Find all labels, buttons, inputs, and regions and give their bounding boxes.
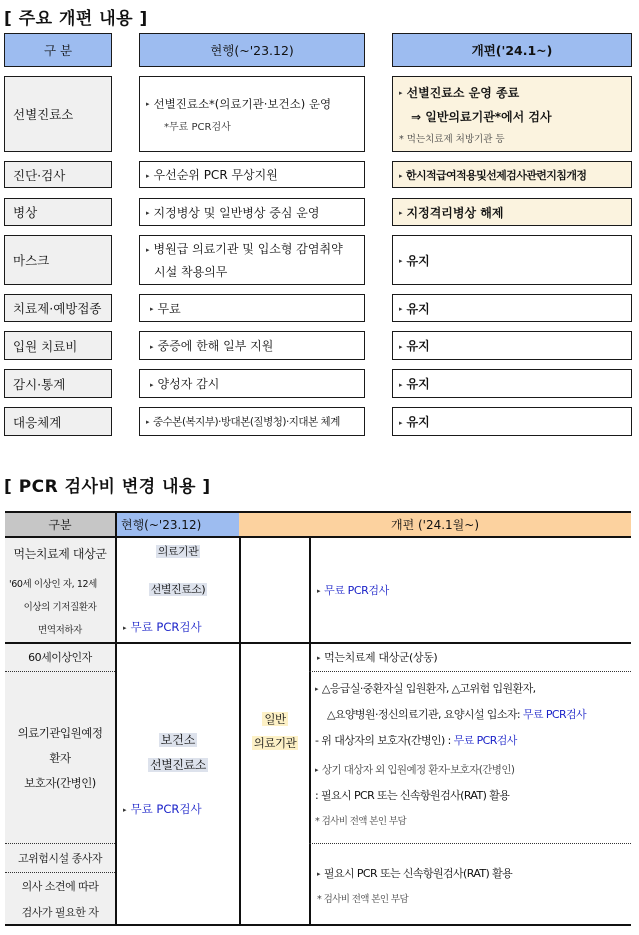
row-revised-surveillance [392, 369, 632, 398]
revised-line: ▸ 상기 대상자 외 입원예정 환자·보호자(간병인) [315, 762, 514, 777]
revised-line: ▸ 필요시 PCR 또는 신속항원검사(RAT) 활용 [317, 865, 512, 881]
revised-note: * 검사비 전액 본인 부담 [317, 893, 409, 905]
category-admission [5, 672, 115, 843]
current-text: ▸ 중증에 한해 일부 지원 [150, 337, 273, 354]
row-label-treatment-vaccine: 치료제·예방접종 [4, 294, 112, 322]
institution-line: 의료기관 [253, 736, 297, 750]
current-institution: 보건소 [160, 733, 196, 747]
row-current-beds [139, 198, 365, 226]
rule [115, 642, 239, 644]
row-label-hospital-cost: 입원 치료비 [4, 331, 112, 360]
row-label-response-system: 대응체계 [4, 407, 112, 436]
revised-line: - 위 대상자의 보호자(간병인) : 무료 PCR검사 [315, 734, 517, 747]
category-sub: 이상의 기저질환자 [23, 601, 97, 613]
row-revised-diagnosis [392, 161, 632, 188]
row-label-mask: 마스크 [4, 235, 112, 285]
dotted-rule [309, 843, 631, 844]
row-current-treatment-vaccine [139, 294, 365, 322]
category-line: 의사 소견에 따라 [21, 879, 99, 893]
t2-header-current: 현행(~'23.12) [115, 511, 239, 537]
row-label-beds: 병상 [4, 198, 112, 226]
revised-text: ▸ 유지 [399, 413, 430, 430]
free-pcr-text: 무료 PCR검사 [522, 708, 587, 721]
category-oral-treatment [5, 539, 115, 641]
current-group1 [117, 539, 239, 641]
category-line: 의료기관입원예정 [17, 725, 103, 740]
category-sub: '60세 이상인 자, 12세 [9, 578, 97, 590]
current-text: ▸ 중수본(복지부)·방대본(질병청)·지대본 체계 [146, 414, 340, 429]
revised-subline: ⇒ 일반의료기관*에서 검사 [411, 109, 552, 124]
row-current-mask [139, 235, 365, 285]
header-category: 구 분 [4, 33, 112, 67]
current-subline: 시설 착용의무 [154, 265, 228, 279]
revised-text: ▸ 지정격리병상 해제 [399, 204, 503, 221]
section2-title: [ PCR 검사비 변경 내용 ] [4, 477, 211, 497]
header-revised: 개편('24.1~) [392, 33, 632, 67]
row-revised-hospital-cost [392, 331, 632, 360]
revised-line: ▸ 선별진료소 운영 종료 [399, 84, 519, 101]
row-revised-screening-clinic [392, 76, 632, 152]
rule [5, 924, 631, 926]
current-text: ▸ 무료 [150, 300, 181, 317]
row-revised-beds [392, 198, 632, 226]
row-current-surveillance [139, 369, 365, 398]
revised-note: * 먹는치료제 처방기관 등 [399, 133, 505, 145]
current-institution: 의료기관 [157, 545, 199, 558]
category-sub: 면역저하자 [38, 624, 82, 636]
revised-age60 [317, 643, 629, 671]
current-group2 [117, 731, 239, 841]
row-current-hospital-cost [139, 331, 365, 360]
revised-text: ▸ 유지 [399, 252, 430, 269]
current-free-pcr: ▸ 무료 PCR검사 [117, 619, 239, 635]
revised-free-pcr: ▸ 무료 PCR검사 [317, 582, 389, 598]
header-current: 현행(~'23.12) [139, 33, 365, 67]
current-text: ▸ 우선순위 PCR 무상지원 [146, 166, 278, 183]
rule [5, 511, 631, 513]
revised-text: ▸ 유지 [399, 375, 430, 392]
revised-note: * 검사비 전액 본인 부담 [315, 816, 407, 827]
revised-line: ▸ △응급실·중환자실 입원환자, △고위험 입원환자, [315, 680, 536, 696]
category-line: 검사가 필요한 자 [21, 905, 99, 919]
rule [309, 537, 311, 926]
category-age60: 60세이상인자 [28, 651, 92, 664]
category-line: 보호자(간병인) [24, 775, 96, 790]
row-label-surveillance: 감시·통계 [4, 369, 112, 398]
revised-text: ▸ 유지 [399, 300, 430, 317]
revised-text: ▸ 한시적급여적용및선제검사관련지침개정 [399, 167, 586, 183]
pcr-cost-table [5, 511, 631, 926]
category-doctor [5, 873, 115, 924]
row-current-screening-clinic [139, 76, 365, 152]
row-revised-treatment-vaccine [392, 294, 632, 322]
revised-institution [241, 701, 309, 761]
row-revised-mask [392, 235, 632, 285]
revised-text: ▸ 먹는치료제 대상군(상동) [317, 649, 437, 665]
revised-line: : 필요시 PCR 또는 신속항원검사(RAT) 활용 [315, 789, 510, 802]
t2-header-category: 구분 [5, 511, 115, 537]
revised-oral-treatment [317, 539, 629, 641]
current-line: ▸ 병원급 의료기관 및 입소형 감염취약 [146, 240, 343, 257]
revised-others [317, 845, 629, 924]
current-subline: *무료 PCR검사 [164, 121, 231, 133]
category-high-risk-workers: 고위험시설 종사자 [17, 852, 102, 865]
section1-title: [ 주요 개편 내용 ] [4, 9, 148, 29]
current-line: ▸ 선별진료소*(의료기관·보건소) 운영 [146, 96, 331, 112]
dotted-rule [309, 671, 631, 672]
revised-line: △요양병원·정신의료기관, 요양시설 입소자: 무료 PCR검사 [327, 708, 587, 721]
current-text: ▸ 지정병상 및 일반병상 중심 운영 [146, 204, 319, 221]
current-institution: 선별진료소 [150, 758, 206, 772]
category-title: 먹는치료제 대상군 [13, 546, 107, 561]
t2-header-revised: 개편 ('24.1월~) [239, 511, 631, 537]
row-current-response-system [139, 407, 365, 436]
free-pcr-text: 무료 PCR검사 [453, 734, 517, 747]
current-institution: 선별진료소) [150, 583, 206, 596]
current-text: ▸ 양성자 감시 [150, 375, 219, 392]
revised-admission [315, 674, 629, 842]
rule [5, 536, 631, 538]
revised-text: ▸ 유지 [399, 337, 430, 354]
category-line: 환자 [49, 750, 71, 765]
current-free-pcr: ▸ 무료 PCR검사 [117, 801, 239, 817]
row-revised-response-system [392, 407, 632, 436]
row-current-diagnosis [139, 161, 365, 188]
institution-line: 일반 [264, 712, 286, 726]
row-label-diagnosis: 진단·검사 [4, 161, 112, 188]
row-label-screening-clinic: 선별진료소 [4, 76, 112, 152]
